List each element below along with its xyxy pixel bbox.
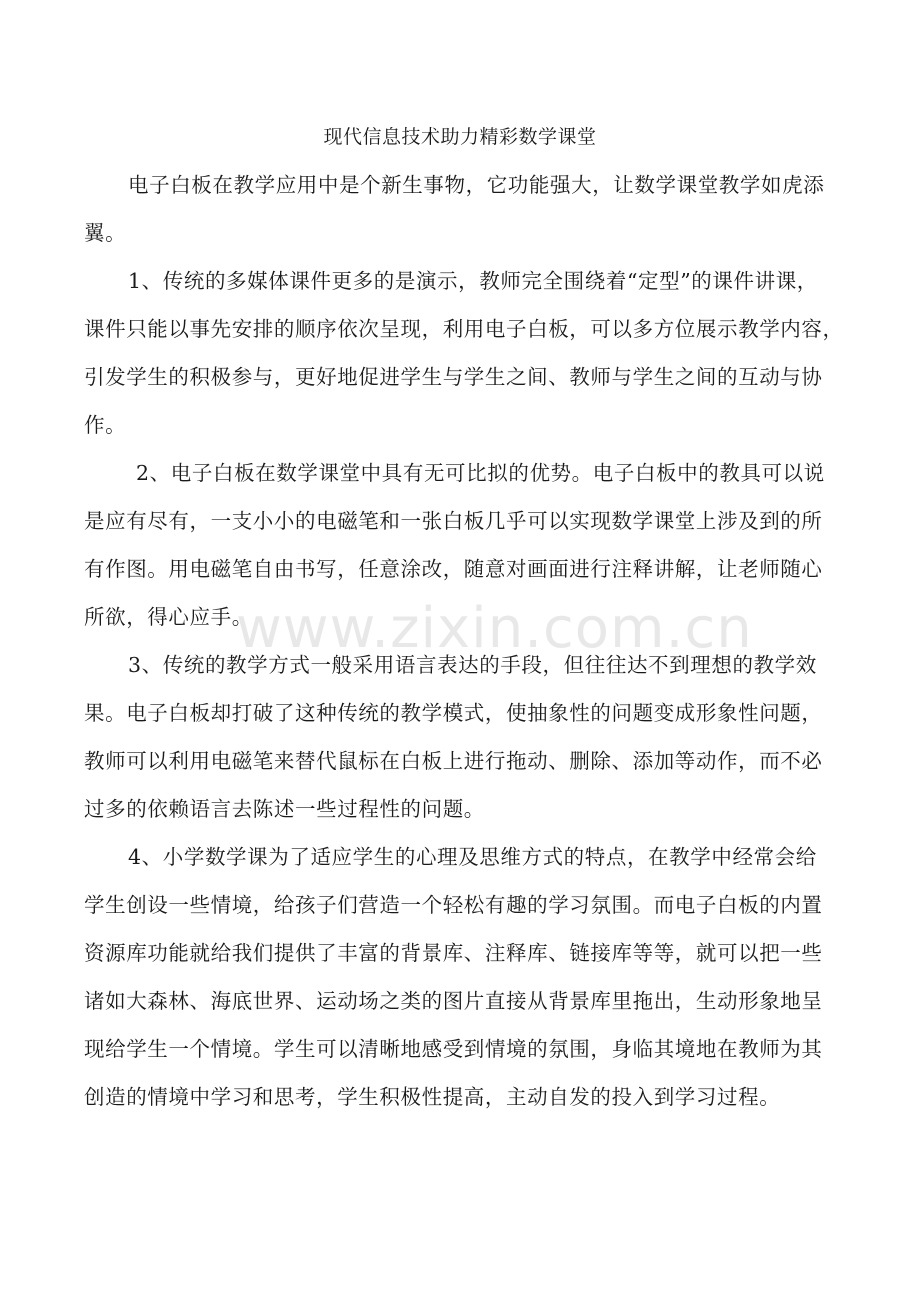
- paragraph-line: 资源库功能就给我们提供了丰富的背景库、注释库、链接库等等，就可以把一些: [84, 941, 823, 965]
- paragraph-line: 翼。: [84, 221, 127, 245]
- paragraph-line: 1、传统的多媒体课件更多的是演示，教师完全围绕着“定型”的课件讲课，: [128, 269, 818, 293]
- document-title: 现代信息技术助力精彩数学课堂: [323, 126, 597, 148]
- paragraph-line: 作。: [84, 413, 127, 437]
- paragraph-line: 引发学生的积极参与，更好地促进学生与学生之间、教师与学生之间的互动与协: [84, 365, 823, 389]
- paragraph-line: 教师可以利用电磁笔来替代鼠标在白板上进行拖动、删除、添加等动作，而不必: [84, 749, 823, 773]
- paragraph-line: 课件只能以事先安排的顺序依次呈现，利用电子白板，可以多方位展示教学内容，: [84, 317, 844, 341]
- paragraph-line: 3、传统的教学方式一般采用语言表达的手段，但往往达不到理想的教学效: [128, 653, 817, 677]
- paragraph-line: 学生创设一些情境，给孩子们营造一个轻松有趣的学习氛围。而电子白板的内置: [84, 893, 823, 917]
- paragraph-line: 电子白板在教学应用中是个新生事物，它功能强大，让数学课堂教学如虎添: [128, 173, 825, 197]
- paragraph-line: 所欲，得心应手。: [84, 605, 253, 629]
- paragraph-line: 是应有尽有，一支小小的电磁笔和一张白板几乎可以实现数学课堂上涉及到的所: [84, 509, 823, 533]
- paragraph-line: 诸如大森林、海底世界、运动场之类的图片直接从背景库里拖出，生动形象地呈: [84, 989, 823, 1013]
- paragraph-line: 创造的情境中学习和思考，学生积极性提高，主动自发的投入到学习过程。: [84, 1085, 781, 1109]
- paragraph-line: 有作图。用电磁笔自由书写，任意涂改，随意对画面进行注释讲解，让老师随心: [84, 557, 823, 581]
- paragraph-line: 过多的依赖语言去陈述一些过程性的问题。: [84, 797, 485, 821]
- paragraph-line: 现给学生一个情境。学生可以清晰地感受到情境的氛围，身临其境地在教师为其: [84, 1037, 823, 1061]
- paragraph-line: 2、电子白板在数学课堂中具有无可比拟的优势。电子白板中的教具可以说: [136, 461, 825, 485]
- watermark: www.zixin.com.cn: [236, 596, 753, 661]
- paragraph-line: 4、小学数学课为了适应学生的心理及思维方式的特点，在教学中经常会给: [128, 845, 817, 869]
- paragraph-line: 果。电子白板却打破了这种传统的教学模式，使抽象性的问题变成形象性问题，: [84, 701, 823, 725]
